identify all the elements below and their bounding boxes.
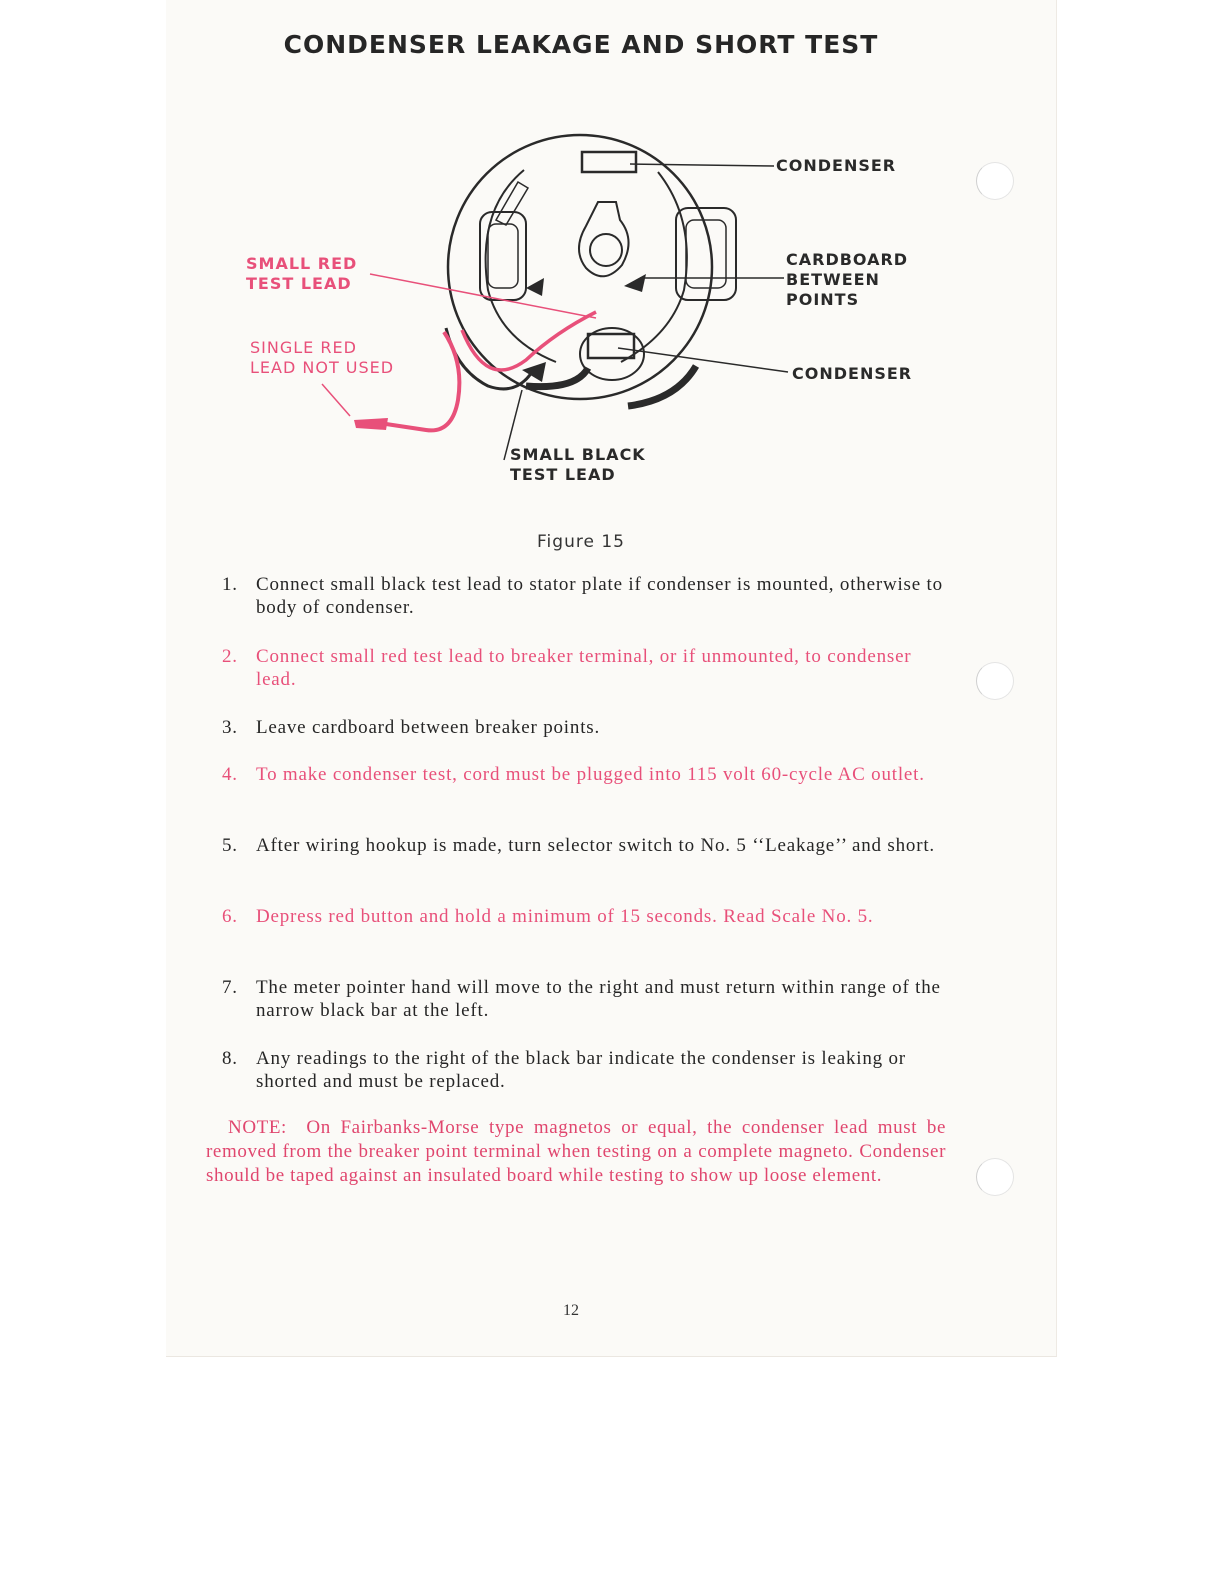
binder-hole-bottom	[976, 1158, 1014, 1196]
step-text: Leave cardboard between breaker points.	[256, 717, 601, 738]
label-small-black-line1: SMALL BLACK	[510, 445, 646, 464]
step-text: The meter pointer hand will move to the right and must return within range of the narrow black bar at the left.	[256, 977, 941, 1021]
step-number: 7.	[222, 977, 238, 998]
label-cardboard-line2: BETWEEN	[786, 270, 880, 289]
bottom-condenser	[588, 334, 634, 358]
step-4	[222, 763, 952, 786]
step-number: 4.	[222, 764, 238, 785]
step-number: 5.	[222, 835, 238, 856]
page-number: 12	[563, 1302, 579, 1319]
label-condenser-top: CONDENSER	[776, 156, 897, 175]
step-number: 8.	[222, 1048, 238, 1069]
binder-hole-middle	[976, 662, 1014, 700]
label-small-red-line1: SMALL RED	[246, 254, 358, 273]
single-red-lead	[386, 332, 459, 430]
label-small-red-line2: TEST LEAD	[246, 274, 352, 293]
step-8	[222, 1047, 952, 1093]
label-condenser-bottom: CONDENSER	[792, 364, 913, 383]
label-small-black-line2: TEST LEAD	[510, 465, 616, 484]
breaker-points	[526, 278, 544, 296]
label-cardboard-line1: CARDBOARD	[786, 250, 909, 269]
step-text: To make condenser test, cord must be plugged into 115 volt 60-cycle AC outlet.	[256, 764, 925, 785]
step-3	[222, 716, 952, 739]
manual-page	[166, 0, 1057, 1357]
step-5	[222, 834, 952, 857]
label-single-red-line1: SINGLE RED	[250, 338, 357, 357]
step-text: Depress red button and hold a minimum of 15 seconds. Read Scale No. 5.	[256, 906, 874, 927]
figure-caption: Figure 15	[537, 532, 625, 552]
label-single-red-line2: LEAD NOT USED	[250, 358, 395, 377]
note-text: On Fairbanks-Morse type magnetos or equal, the condenser lead must be removed from the breaker point terminal when testing on a complete magneto. Condenser should be taped against an insulated board while testing to show up loose element.	[206, 1117, 946, 1186]
top-condenser	[582, 152, 636, 172]
leader-single-red	[322, 384, 350, 416]
step-text: Connect small red test lead to breaker terminal, or if unmounted, to condenser lead.	[256, 646, 912, 690]
figure-15-diagram	[226, 100, 946, 500]
step-text: Any readings to the right of the black bar indicate the condenser is leaking or shorted and must be replaced.	[256, 1048, 906, 1092]
step-1	[222, 573, 952, 619]
note-label: NOTE:	[228, 1117, 287, 1138]
leader-small-red	[370, 274, 596, 318]
step-6	[222, 905, 952, 928]
step-number: 3.	[222, 717, 238, 738]
step-text: After wiring hookup is made, turn selector switch to No. 5 ‘‘Leakage’’ and short.	[256, 835, 935, 856]
small-red-test-lead	[462, 312, 596, 370]
note-paragraph	[206, 1116, 946, 1188]
label-cardboard-line3: POINTS	[786, 290, 860, 309]
binder-hole-top	[976, 162, 1014, 200]
step-number: 2.	[222, 646, 238, 667]
step-number: 1.	[222, 574, 238, 595]
leader-condenser-top	[630, 164, 774, 166]
step-7	[222, 976, 952, 1022]
step-text: Connect small black test lead to stator plate if condenser is mounted, otherwise to body of condenser.	[256, 574, 943, 618]
step-2	[222, 645, 952, 691]
page-title: CONDENSER LEAKAGE AND SHORT TEST	[283, 30, 879, 59]
step-number: 6.	[222, 906, 238, 927]
